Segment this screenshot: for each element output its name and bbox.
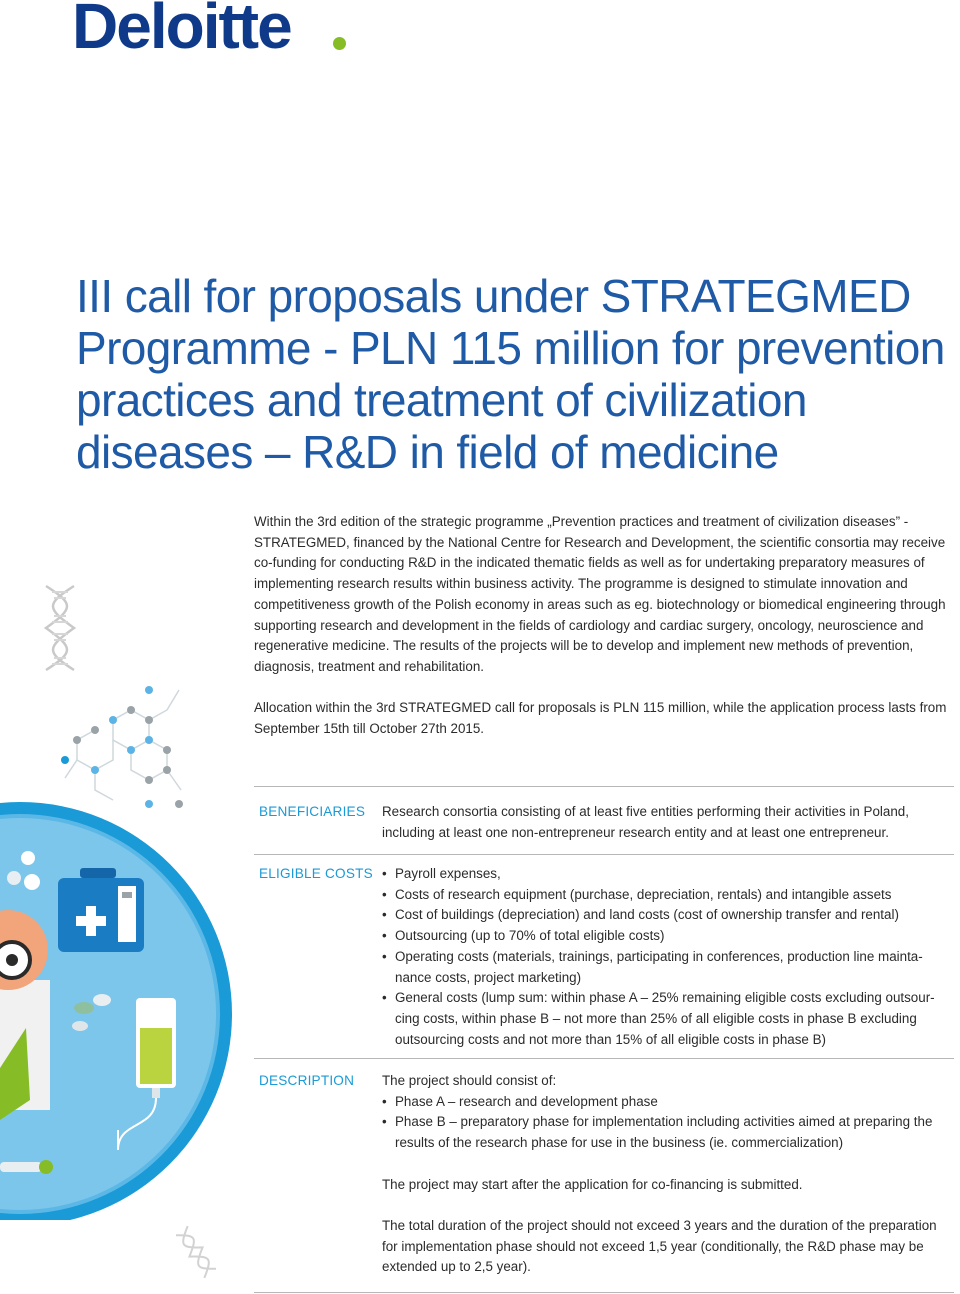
list-item: • Costs of research equipment (purchase, depreciation, rentals) and intangible assets bbox=[382, 885, 954, 906]
description-list bbox=[382, 1092, 954, 1154]
divider bbox=[254, 1058, 954, 1059]
intro-paragraph-2: Allocation within the 3rd STRATEGMED call for proposals is PLN 115 million, while the application process lasts from September 15th till October 27th 2015. bbox=[254, 700, 947, 737]
dna-small-icon bbox=[176, 1224, 216, 1280]
page-title: III call for proposals under STRATEGMED Programme - PLN 115 million for prevention practices and treatment of civilization diseases – R&D in field of medicine bbox=[76, 270, 945, 478]
divider bbox=[254, 786, 954, 787]
list-item: • Outsourcing (up to 70% of total eligible costs) bbox=[382, 926, 954, 947]
description-lead: The project should consist of: bbox=[382, 1073, 557, 1088]
divider bbox=[254, 1292, 954, 1293]
description-paragraph-1: The project may start after the application for co-financing is submitted. bbox=[382, 1176, 803, 1192]
intro-paragraph-1: Within the 3rd edition of the strategic programme „Prevention practices and treatment of civilization diseases” - STRATEGMED, financed by the National Centre for Research and Development, the scientific consortia may receive co-funding for conducting R&D in the indicated thematic fields as well as for undertaking preparatory measures of implementing research results within business activity. The programme is designed to stimulate innovation and competitiveness growth of the Polish economy in areas such as eg. biotechnology or biomedical engineering through supporting research and development in the fields of cardiology and cardiac surgery, oncology, neuroscience and regenerative medicine. The results of the projects will be to develop and implement new methods of prevention, diagnosis, treatment and rehabilitation. bbox=[254, 514, 946, 674]
dna-icon bbox=[40, 584, 80, 672]
doctor-illustration bbox=[0, 800, 240, 1220]
thermometer-icon bbox=[0, 1160, 53, 1174]
divider bbox=[254, 854, 954, 855]
list-item: • Phase B – preparatory phase for implementation including activities aimed at preparing the results of the research phase for use in the business (ie. commercialization) bbox=[382, 1112, 954, 1153]
eligible-costs-label: ELIGIBLE COSTS bbox=[259, 866, 373, 881]
list-item: • Phase A – research and development phase bbox=[382, 1092, 954, 1113]
list-item: • Payroll expenses, bbox=[382, 864, 954, 885]
description-label: DESCRIPTION bbox=[259, 1073, 355, 1088]
intro-section bbox=[254, 512, 954, 760]
eligible-costs-list bbox=[382, 864, 954, 1050]
list-item: • Cost of buildings (depreciation) and land costs (cost of ownership transfer and rental) bbox=[382, 905, 954, 926]
deloitte-logo: Deloitte bbox=[72, 0, 291, 62]
medical-case-icon bbox=[58, 868, 144, 952]
list-item: • Operating costs (materials, trainings, participating in conferences, production line mainta-nance costs, project marketing) bbox=[382, 947, 954, 988]
beneficiaries-label: BENEFICIARIES bbox=[259, 804, 366, 819]
beneficiaries-text: Research consortia consisting of at least five entities performing their activities in Poland, including at least one non-entrepreneur research entity and at least one entrepreneur. bbox=[382, 804, 909, 840]
logo-dot bbox=[333, 37, 346, 50]
molecule-icon bbox=[55, 682, 195, 814]
description-paragraph-2: The total duration of the project should not exceed 3 years and the duration of the preparation for implementation phase should not exceed 1,5 year (conditionally, the R&D phase may be extended up to 2,5 year). bbox=[382, 1217, 937, 1275]
list-item: • General costs (lump sum: within phase A – 25% remaining eligible costs excluding outsour-cing costs, within phase B – not more than 25% of all eligible costs in phase B excluding outsourcing costs and not more than 15% of all eligible costs in phase B) bbox=[382, 988, 954, 1050]
